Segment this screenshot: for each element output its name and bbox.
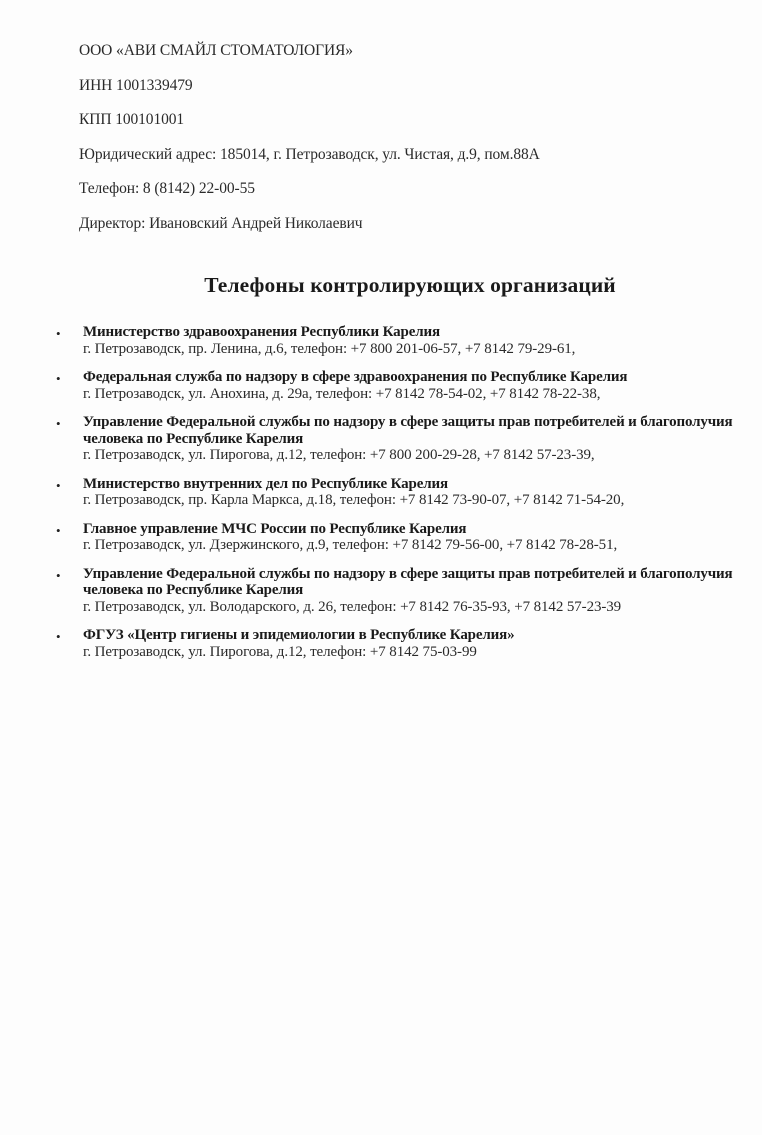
company-inn: ИНН 1001339479	[79, 76, 193, 94]
organization-name: Управление Федеральной службы по надзору в сфере защиты прав потребителей и благополучия человека по Республике Карелия	[83, 565, 733, 598]
organization-contact: г. Петрозаводск, ул. Анохина, д. 29а, телефон: +7 8142 78-54-02, +7 8142 78-22-38,	[83, 385, 601, 402]
bullet-icon: •	[56, 477, 61, 493]
organization-contact: г. Петрозаводск, пр. Карла Маркса, д.18, телефон: +7 8142 73-90-07, +7 8142 71-54-20,	[83, 492, 625, 508]
list-item	[0, 369, 762, 403]
bullet-icon: •	[56, 522, 61, 538]
organization-contact: г. Петрозаводск, ул. Дзержинского, д.9, телефон: +7 8142 79-56-00, +7 8142 78-28-51,	[83, 537, 618, 553]
organization-contact: г. Петрозаводск, ул. Пирогова, д.12, телефон: +7 8142 75-03-99	[83, 643, 477, 660]
organization-contact: г. Петрозаводск, пр. Ленина, д.6, телефон: +7 800 201-06-57, +7 8142 79-29-61,	[83, 340, 576, 357]
company-details	[79, 42, 719, 249]
bullet-icon: •	[56, 326, 61, 341]
bullet-icon: •	[56, 567, 61, 583]
organization-name: Главное управление МЧС России по Республике Карелия	[83, 520, 467, 537]
organizations-list	[0, 324, 762, 672]
list-item	[0, 566, 762, 617]
company-name: ООО «АВИ СМАЙЛ СТОМАТОЛОГИЯ»	[79, 42, 353, 59]
organization-contact: г. Петрозаводск, ул. Пирогова, д.12, телефон: +7 800 200-29-28, +7 8142 57-23-39,	[83, 447, 595, 463]
organization-name: Министерство здравоохранения Республики Карелия	[83, 324, 440, 340]
list-item	[0, 476, 762, 510]
section-title: Телефоны контролирующих организаций	[204, 273, 616, 297]
company-kpp: КПП 100101001	[79, 111, 185, 128]
company-legal-address: Юридический адрес: 185014, г. Петрозаводск, ул. Чистая, д.9, пом.88А	[79, 145, 540, 163]
company-phone: Телефон: 8 (8142) 22-00-55	[79, 180, 255, 197]
list-item	[0, 414, 762, 465]
list-item	[0, 627, 762, 661]
organization-contact: г. Петрозаводск, ул. Володарского, д. 26, телефон: +7 8142 76-35-93, +7 8142 57-23-39	[83, 598, 622, 615]
organization-name: ФГУЗ «Центр гигиены и эпидемиологии в Республике Карелия»	[83, 627, 515, 643]
organization-name: Федеральная служба по надзору в сфере здравоохранения по Республике Карелия	[83, 369, 628, 385]
bullet-icon: •	[56, 416, 61, 431]
company-director: Директор: Ивановский Андрей Николаевич	[79, 214, 363, 232]
bullet-icon: •	[56, 371, 61, 386]
organization-name: Министерство внутренних дел по Республике Карелия	[83, 475, 448, 492]
bullet-icon: •	[56, 629, 61, 644]
list-item	[0, 324, 762, 358]
organization-name: Управление Федеральной службы по надзору в сфере защиты прав потребителей и благополучия человека по Республике Карелия	[83, 414, 733, 447]
list-item	[0, 521, 762, 555]
